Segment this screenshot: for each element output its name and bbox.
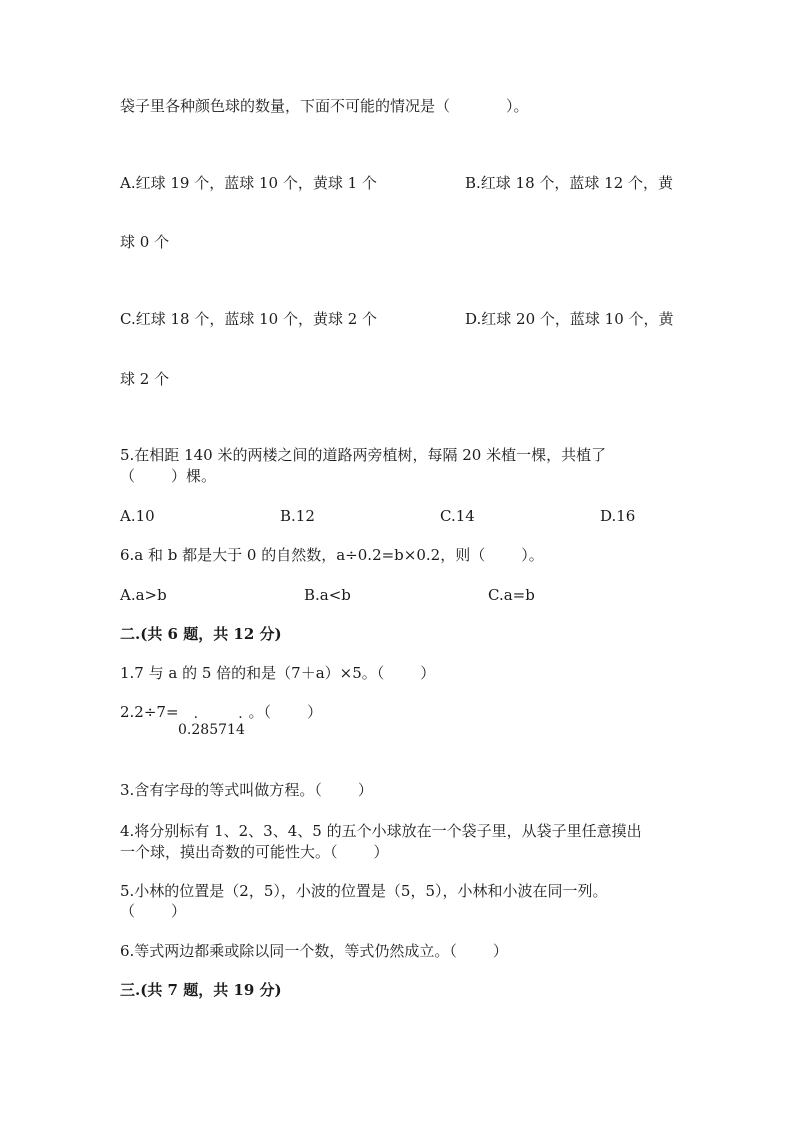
q4-stem xyxy=(120,96,529,116)
s2-item-5: 5.小林的位置是（2，5），小波的位置是（5，5），小林和小波在同一列。 xyxy=(120,882,608,900)
q5-option-b: B.12 xyxy=(280,507,315,525)
close-paren: ） xyxy=(373,843,389,861)
recurring-prefix: 0. xyxy=(178,722,192,738)
section-2-title: 二.(共 6 题，共 12 分) xyxy=(120,625,282,643)
s2-item-2 xyxy=(120,702,322,722)
s2-item-2-text: 2.2÷7= xyxy=(120,703,179,721)
recurring-decimal xyxy=(178,722,245,738)
close-paren: ） xyxy=(492,942,508,960)
s2-item-2-tail: 。（ xyxy=(248,703,272,721)
q5-open-paren: （ xyxy=(120,467,136,485)
section-3-title: 三.(共 7 题，共 19 分) xyxy=(120,981,282,999)
recurring-digit: · 2 xyxy=(191,722,200,738)
q5-stem-end: ）棵。 xyxy=(171,467,217,485)
s2-item-1 xyxy=(120,663,435,683)
s2-item-6 xyxy=(120,941,508,961)
s2-item-4-text2: 一个球，摸出奇数的可能性大。（ xyxy=(120,843,338,861)
s2-item-4-line2 xyxy=(120,842,389,862)
recurring-digit: 1 xyxy=(227,722,236,738)
open-paren: （ xyxy=(120,902,136,920)
q5-option-c: C.14 xyxy=(440,507,475,525)
q6-option-b: B.a<b xyxy=(304,586,351,604)
q4-option-b: B.红球 18 个，蓝球 12 个，黄 xyxy=(465,174,674,192)
s2-item-3-text: 3.含有字母的等式叫做方程。（ xyxy=(120,781,322,799)
q4-option-d-cont: 球 2 个 xyxy=(120,370,170,388)
q5-option-a: A.10 xyxy=(120,507,155,525)
recurring-digit: 8 xyxy=(200,722,210,738)
recurring-digit: 5 xyxy=(209,722,219,738)
q6-stem-text: 6.a 和 b 都是大于 0 的自然数，a÷0.2=b×0.2，则（ xyxy=(120,546,486,564)
q6-option-a: A.a>b xyxy=(120,586,167,604)
q5-option-d: D.16 xyxy=(600,507,636,525)
close-paren: ） xyxy=(420,664,436,682)
q4-option-c: C.红球 18 个，蓝球 10 个，黄球 2 个 xyxy=(120,310,378,328)
s2-item-5-line2 xyxy=(120,901,186,921)
q5-stem-line2 xyxy=(120,466,216,486)
q4-option-a: A.红球 19 个，蓝球 10 个，黄球 1 个 xyxy=(120,174,377,192)
q6-option-c: C.a=b xyxy=(488,586,535,604)
close-paren: ） xyxy=(307,703,323,721)
q4-stem-text: 袋子里各种颜色球的数量，下面不可能的情况是（ xyxy=(120,97,451,115)
s2-item-1-text: 1.7 与 a 的 5 倍的和是（7＋a）×5。（ xyxy=(120,664,385,682)
q4-stem-end: ）。 xyxy=(506,97,529,115)
close-paren: ） xyxy=(171,902,187,920)
q4-option-d: D.红球 20 个，蓝球 10 个，黄 xyxy=(465,310,674,328)
s2-item-3 xyxy=(120,780,373,800)
recurring-digit: 7 xyxy=(218,722,228,738)
s2-item-6-text: 6.等式两边都乘或除以同一个数，等式仍然成立。（ xyxy=(120,942,457,960)
close-paren: ） xyxy=(357,781,373,799)
q4-option-b-cont: 球 0 个 xyxy=(120,233,170,251)
q5-stem: 5.在相距 140 米的两楼之间的道路两旁植树，每隔 20 米植一棵，共植了 xyxy=(120,446,607,464)
q6-stem xyxy=(120,545,544,565)
q6-stem-end: ）。 xyxy=(521,546,544,564)
recurring-digit: · 4 xyxy=(236,722,245,738)
s2-item-4: 4.将分别标有 1、2、3、4、5 的五个小球放在一个袋子里，从袋子里任意摸出 xyxy=(120,822,642,840)
